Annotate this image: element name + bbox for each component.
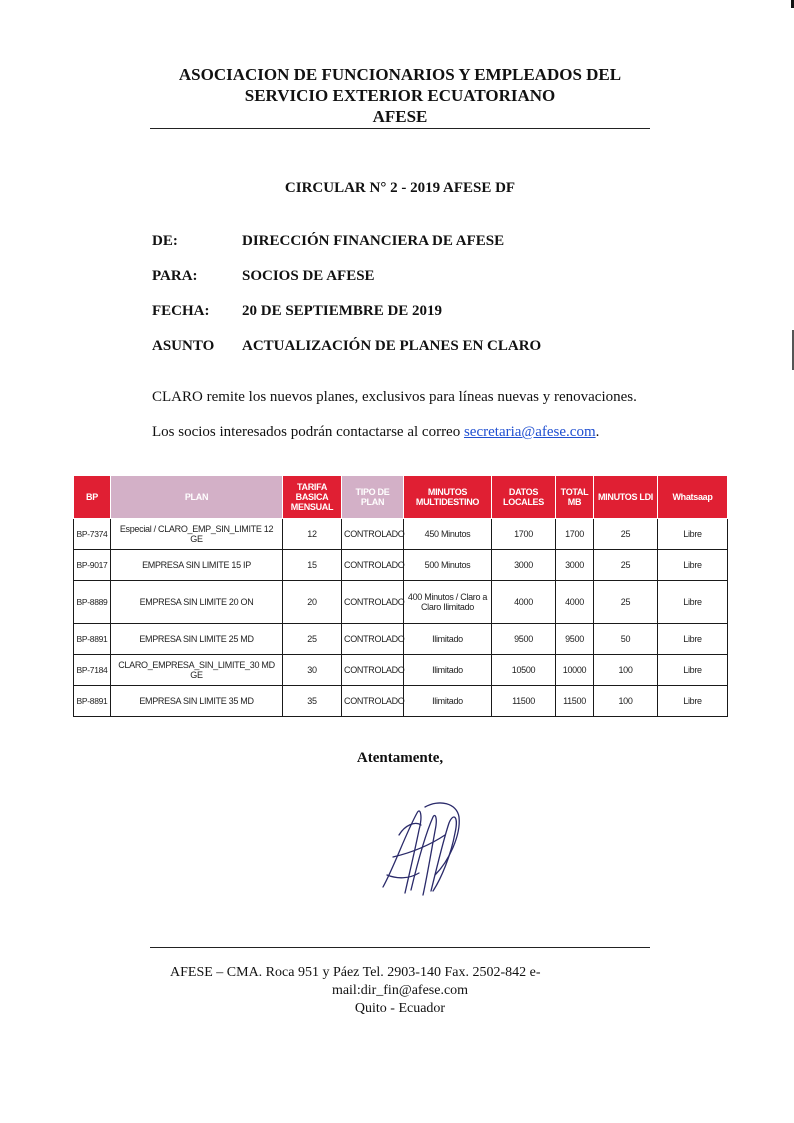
contact-email-link[interactable]: secretaria@afese.com (463, 424, 596, 440)
table-row (74, 686, 728, 717)
closing-salutation: Atentamente, (356, 750, 444, 766)
cell-plan: CLARO_EMPRESA_SIN_LIMITE_30 MD GE (111, 655, 283, 686)
cell-whatsapp: Libre (658, 550, 728, 581)
cell-minutos: Ilimitado (404, 686, 492, 717)
body-paragraph-2-text: Los socios interesados podrán contactarse al correo (152, 424, 464, 440)
circular-title: CIRCULAR N° 2 - 2019 AFESE DF (284, 180, 516, 196)
meta-fecha-label: FECHA: (152, 303, 210, 319)
cell-ldi: 100 (594, 686, 658, 717)
cell-bp: BP-8891 (74, 624, 111, 655)
cell-tipo: CONTROLADO (342, 519, 404, 550)
org-name-line-2: SERVICIO EXTERIOR ECUATORIANO (244, 86, 556, 105)
cell-datos: 9500 (492, 624, 556, 655)
footer-email-line: mail:dir_fin@afese.com (331, 983, 469, 998)
header-divider (150, 128, 650, 129)
header-total: TOTAL MB (556, 476, 594, 519)
header-tipo: TIPO DE PLAN (342, 476, 404, 519)
cell-total: 4000 (556, 581, 594, 624)
cell-bp: BP-8889 (74, 581, 111, 624)
footer (150, 964, 650, 1018)
organization-header (150, 64, 650, 127)
cell-ldi: 25 (594, 550, 658, 581)
cell-tarifa: 25 (283, 624, 342, 655)
meta-de-value: DIRECCIÓN FINANCIERA DE AFESE (242, 233, 505, 249)
meta-para-value: SOCIOS DE AFESE (242, 268, 375, 284)
cell-total: 10000 (556, 655, 594, 686)
plans-table (73, 475, 728, 717)
cell-plan: Especial / CLARO_EMP_SIN_LIMITE 12 GE (111, 519, 283, 550)
header-minutos: MINUTOS MULTIDESTINO (404, 476, 492, 519)
cell-whatsapp: Libre (658, 624, 728, 655)
meta-para-label: PARA: (152, 268, 198, 284)
handwritten-signature (375, 795, 465, 905)
footer-contact-line: AFESE – CMA. Roca 951 y Páez Tel. 2903-140 Fax. 2502-842 e- (170, 965, 541, 980)
table-row (74, 519, 728, 550)
header-bp: BP (74, 476, 111, 519)
cell-bp: BP-8891 (74, 686, 111, 717)
table-row (74, 655, 728, 686)
body-paragraph-2 (152, 424, 599, 441)
meta-para-row (152, 268, 375, 285)
header-tarifa: TARIFA BASICA MENSUAL (283, 476, 342, 519)
cell-total: 1700 (556, 519, 594, 550)
cell-tarifa: 20 (283, 581, 342, 624)
cell-tipo: CONTROLADO (342, 686, 404, 717)
cell-tarifa: 35 (283, 686, 342, 717)
cell-tarifa: 12 (283, 519, 342, 550)
cell-datos: 11500 (492, 686, 556, 717)
cell-plan: EMPRESA SIN LIMITE 15 IP (111, 550, 283, 581)
cell-datos: 3000 (492, 550, 556, 581)
cell-ldi: 100 (594, 655, 658, 686)
cell-bp: BP-7184 (74, 655, 111, 686)
cell-tarifa: 15 (283, 550, 342, 581)
header-plan: PLAN (111, 476, 283, 519)
cell-whatsapp: Libre (658, 581, 728, 624)
header-ldi: MINUTOS LDI (594, 476, 658, 519)
org-name-line-1: ASOCIACION DE FUNCIONARIOS Y EMPLEADOS DEL (178, 65, 622, 84)
cell-datos: 10500 (492, 655, 556, 686)
meta-fecha-value: 20 DE SEPTIEMBRE DE 2019 (242, 303, 443, 319)
cell-tipo: CONTROLADO (342, 655, 404, 686)
header-datos: DATOS LOCALES (492, 476, 556, 519)
header-whatsapp: Whatsaap (658, 476, 728, 519)
footer-divider (150, 947, 650, 948)
cell-minutos: 400 Minutos / Claro a Claro Ilimitado (404, 581, 492, 624)
cell-tarifa: 30 (283, 655, 342, 686)
meta-fecha-row (152, 303, 442, 320)
cell-tipo: CONTROLADO (342, 550, 404, 581)
cell-total: 9500 (556, 624, 594, 655)
cell-datos: 1700 (492, 519, 556, 550)
cell-whatsapp: Libre (658, 655, 728, 686)
body-paragraph-1: CLARO remite los nuevos planes, exclusivos para líneas nuevas y renovaciones. (152, 389, 637, 405)
org-acronym: AFESE (372, 107, 428, 126)
cell-whatsapp: Libre (658, 686, 728, 717)
cell-tipo: CONTROLADO (342, 581, 404, 624)
table-row (74, 624, 728, 655)
table-header-row (74, 476, 728, 519)
cell-tipo: CONTROLADO (342, 624, 404, 655)
table-row (74, 581, 728, 624)
cell-minutos: 500 Minutos (404, 550, 492, 581)
meta-asunto-value: ACTUALIZACIÓN DE PLANES EN CLARO (242, 338, 542, 354)
meta-asunto-label: ASUNTO (152, 338, 215, 354)
cell-plan: EMPRESA SIN LIMITE 20 ON (111, 581, 283, 624)
meta-de-row (152, 233, 504, 250)
meta-de-label: DE: (152, 233, 178, 249)
cell-minutos: 450 Minutos (404, 519, 492, 550)
cell-plan: EMPRESA SIN LIMITE 25 MD (111, 624, 283, 655)
cell-total: 11500 (556, 686, 594, 717)
cell-minutos: Ilimitado (404, 655, 492, 686)
cell-minutos: Ilimitado (404, 624, 492, 655)
body-paragraph-2-end: . (595, 424, 600, 440)
cell-whatsapp: Libre (658, 519, 728, 550)
meta-asunto-row (152, 338, 541, 355)
cell-datos: 4000 (492, 581, 556, 624)
footer-city-line: Quito - Ecuador (354, 1001, 446, 1016)
table-row (74, 550, 728, 581)
cell-ldi: 50 (594, 624, 658, 655)
cell-ldi: 25 (594, 581, 658, 624)
cell-ldi: 25 (594, 519, 658, 550)
cell-total: 3000 (556, 550, 594, 581)
cell-bp: BP-7374 (74, 519, 111, 550)
cell-plan: EMPRESA SIN LIMITE 35 MD (111, 686, 283, 717)
cell-bp: BP-9017 (74, 550, 111, 581)
